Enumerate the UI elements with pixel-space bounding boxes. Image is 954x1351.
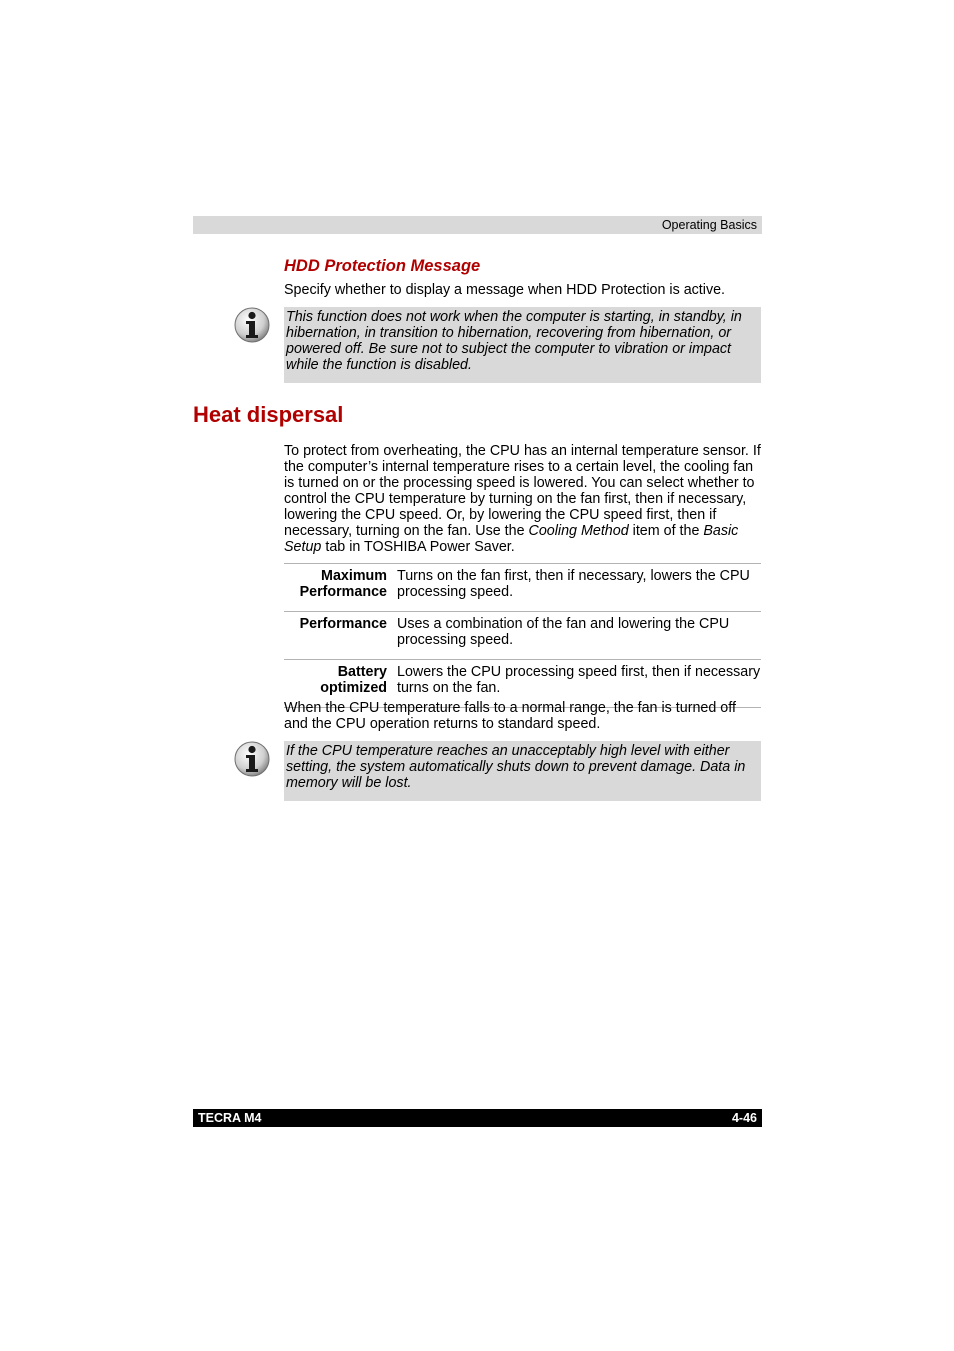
- heat-note-text: If the CPU temperature reaches an unacceptably high level with either setting, the system automatically shuts down to prevent damage. Data in memory will be lost.: [286, 743, 746, 791]
- header-section-name: Operating Basics: [661, 218, 757, 232]
- running-header: [193, 216, 762, 234]
- hdd-note-text: This function does not work when the computer is starting, in standby, in hibernation, in transition to hibernation, recovering from hibernation, or powered off. Be sure not to subject the computer to vibration or impact while the function is disabled.: [286, 309, 742, 373]
- intro-cooling-method: Cooling Method: [528, 523, 629, 539]
- heat-after-paragraph: When the CPU temperature falls to a normal range, the fan is turned off and the CPU operation returns to standard speed.: [284, 700, 736, 732]
- option-term: [284, 612, 397, 660]
- table-row: [284, 564, 761, 612]
- heat-note-box: [284, 741, 761, 801]
- cooling-options-table: [284, 563, 761, 708]
- intro-text-b: item of the: [628, 523, 704, 539]
- option-description: Uses a combination of the fan and lowering the CPU processing speed.: [397, 616, 730, 648]
- term-line-1: Maximum: [321, 568, 387, 584]
- term-line-1: Performance: [299, 616, 387, 632]
- footer-model: TECRA M4: [198, 1111, 262, 1125]
- hdd-protection-description: Specify whether to display a message when HDD Protection is active.: [284, 282, 726, 298]
- info-icon: [233, 740, 271, 778]
- running-footer: [193, 1109, 762, 1127]
- term-line-2: optimized: [320, 680, 387, 696]
- hdd-protection-title: HDD Protection Message: [284, 257, 481, 275]
- option-description: Lowers the CPU processing speed first, then if necessary turns on the fan.: [397, 664, 761, 696]
- option-description: Turns on the fan first, then if necessary, lowers the CPU processing speed.: [397, 568, 750, 600]
- option-term: [284, 564, 397, 612]
- hdd-note-box: [284, 307, 761, 383]
- term-line-1: Battery: [337, 664, 387, 680]
- footer-page-number: 4-46: [731, 1111, 757, 1125]
- heat-intro-paragraph: [284, 443, 762, 555]
- term-line-2: Performance: [299, 584, 387, 600]
- intro-text-a: To protect from overheating, the CPU has an internal temperature sensor. If the computer’s internal temperature rises to a certain level, the cooling fan is turned on or the processing speed is lowered. You can select whether to control the CPU temperature by turning on the fan first, then if necessary, lowering the CPU speed. Or, by lowering the CPU speed first, then if necessary, turning on the fan. Use the: [284, 443, 761, 539]
- intro-basic-setup: Basic Setup: [284, 523, 739, 555]
- heat-dispersal-title: Heat dispersal: [193, 402, 344, 427]
- info-icon: [233, 306, 271, 344]
- intro-text-c: tab in TOSHIBA Power Saver.: [321, 539, 515, 555]
- table-row: [284, 612, 761, 660]
